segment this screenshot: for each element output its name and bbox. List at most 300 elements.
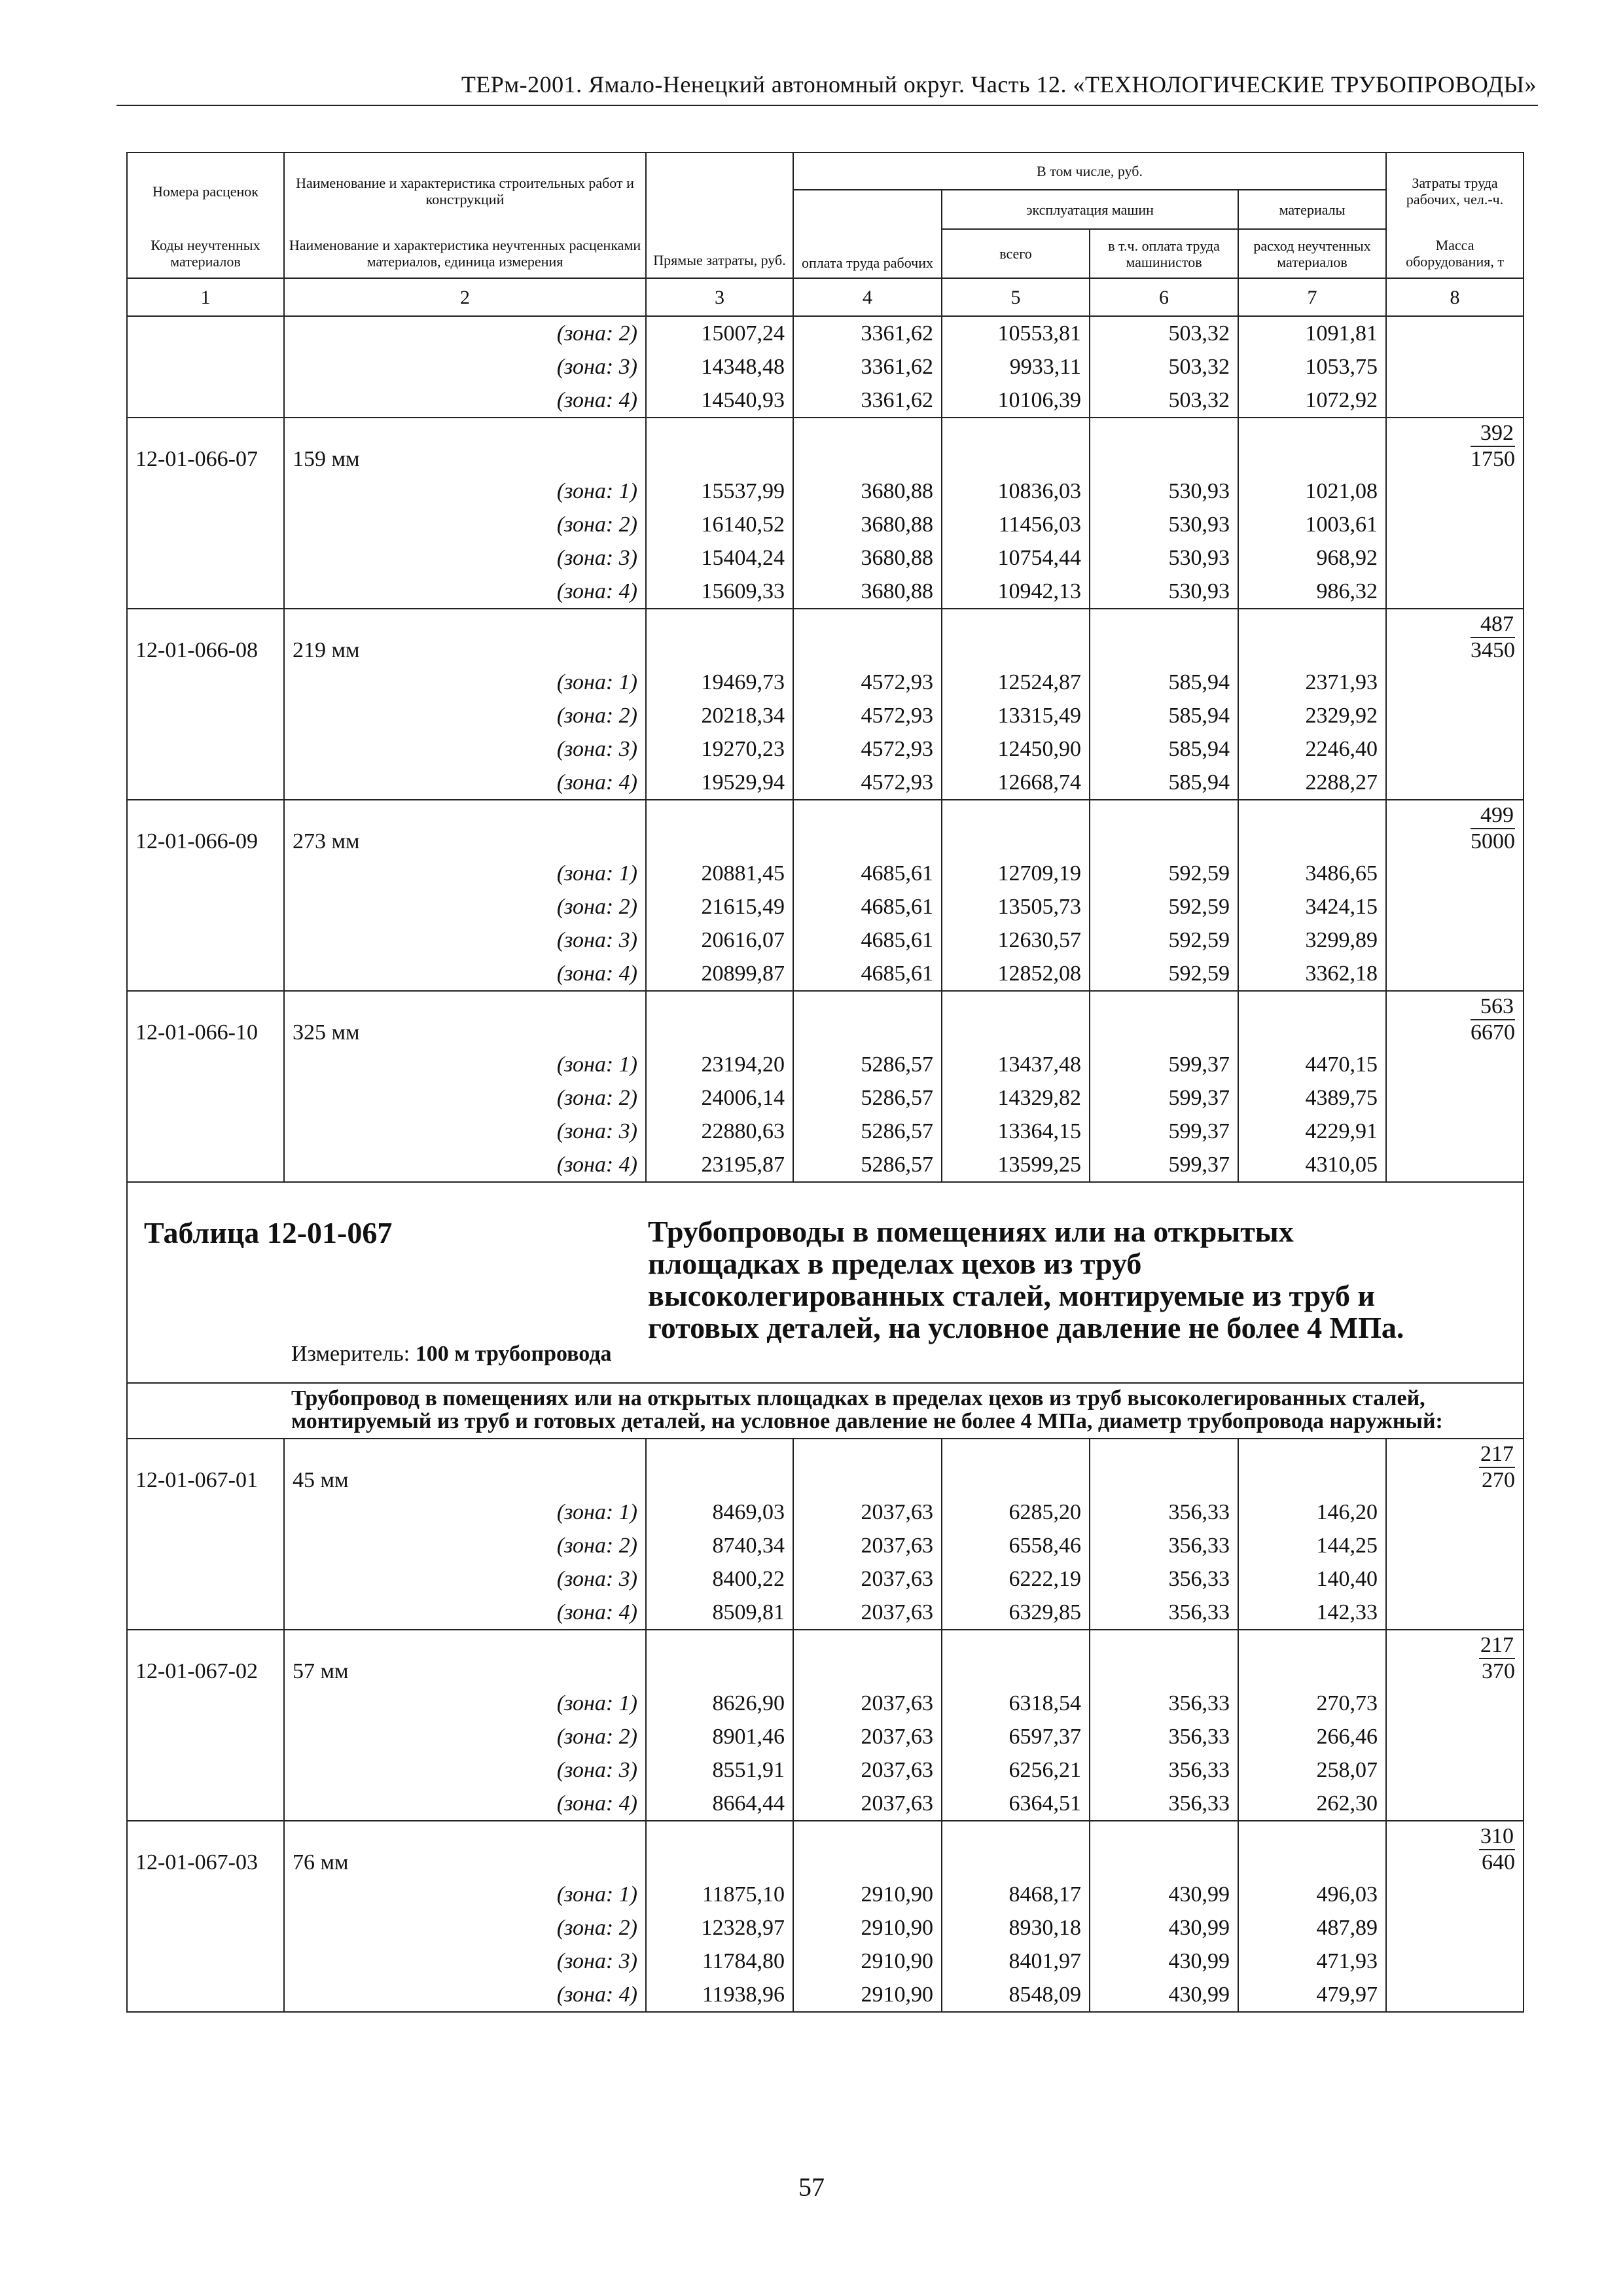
empty-cell — [1386, 1878, 1524, 1911]
empty-cell — [1386, 541, 1524, 575]
operators-pay: 430,99 — [1090, 1878, 1238, 1911]
empty-cell — [1386, 924, 1524, 957]
operators-pay: 592,59 — [1090, 890, 1238, 924]
head-machines-total: всего — [942, 229, 1090, 278]
equipment-mass: 5000 — [1471, 829, 1516, 853]
head-worker-pay: оплата труда рабочих — [793, 190, 942, 278]
materials-cost: 4389,75 — [1238, 1081, 1386, 1115]
direct-costs: 11938,96 — [646, 1978, 793, 2012]
empty-cell — [127, 1529, 284, 1562]
zone-label: (зона: 4) — [284, 575, 646, 609]
labor-hours: 217 — [1479, 1442, 1515, 1468]
zone-label: (зона: 4) — [284, 766, 646, 800]
direct-costs: 15404,24 — [646, 541, 793, 575]
empty-cell — [1090, 609, 1238, 666]
operators-pay: 356,33 — [1090, 1753, 1238, 1787]
empty-cell — [1238, 1821, 1386, 1878]
empty-cell — [646, 418, 793, 475]
zone-row — [127, 699, 1524, 732]
direct-costs: 19469,73 — [646, 666, 793, 699]
empty-cell — [127, 541, 284, 575]
empty-cell — [127, 1753, 284, 1787]
empty-cell — [127, 1081, 284, 1115]
worker-pay: 2037,63 — [793, 1787, 942, 1821]
zone-label: (зона: 4) — [284, 957, 646, 991]
fraction — [1471, 803, 1515, 854]
operators-pay: 599,37 — [1090, 1148, 1238, 1182]
labor-mass-fraction — [1386, 609, 1524, 666]
empty-cell — [1386, 1115, 1524, 1148]
worker-pay: 4572,93 — [793, 699, 942, 732]
head-rate-numbers: Номера расценок — [127, 152, 284, 229]
zone-label: (зона: 4) — [284, 1148, 646, 1182]
empty-cell — [127, 475, 284, 508]
labor-hours: 487 — [1471, 612, 1515, 638]
equipment-mass: 640 — [1482, 1850, 1516, 1874]
worker-pay: 3680,88 — [793, 475, 942, 508]
machines-total: 10553,81 — [942, 316, 1090, 350]
zone-row — [127, 766, 1524, 800]
direct-costs: 8551,91 — [646, 1753, 793, 1787]
worker-pay: 3680,88 — [793, 541, 942, 575]
equipment-mass: 6670 — [1471, 1020, 1516, 1045]
operators-pay: 599,37 — [1090, 1048, 1238, 1081]
empty-cell — [127, 508, 284, 541]
materials-cost: 968,92 — [1238, 541, 1386, 575]
rate-row — [127, 991, 1524, 1048]
empty-cell — [1238, 1439, 1386, 1496]
empty-cell — [127, 766, 284, 800]
empty-cell — [646, 991, 793, 1048]
empty-cell — [646, 1439, 793, 1496]
worker-pay: 2910,90 — [793, 1945, 942, 1978]
machines-total: 13437,48 — [942, 1048, 1090, 1081]
operators-pay: 530,93 — [1090, 508, 1238, 541]
machines-total: 10836,03 — [942, 475, 1090, 508]
machines-total: 6222,19 — [942, 1562, 1090, 1596]
zone-row — [127, 1496, 1524, 1529]
direct-costs: 8509,81 — [646, 1596, 793, 1630]
fraction — [1479, 1442, 1515, 1493]
worker-pay: 5286,57 — [793, 1148, 942, 1182]
zone-label: (зона: 1) — [284, 475, 646, 508]
zone-row — [127, 1878, 1524, 1911]
running-header: ТЕРм-2001. Ямало-Ненецкий автономный округ. Часть 12. «ТЕХНОЛОГИЧЕСКИЕ ТРУБОПРОВОДЫ» — [461, 71, 1537, 98]
direct-costs: 8664,44 — [646, 1787, 793, 1821]
zone-label: (зона: 2) — [284, 1720, 646, 1753]
zone-label: (зона: 2) — [284, 316, 646, 350]
empty-cell — [1386, 475, 1524, 508]
operators-pay: 356,33 — [1090, 1720, 1238, 1753]
machines-total: 12709,19 — [942, 857, 1090, 890]
fraction — [1471, 421, 1515, 472]
group-description: Трубопровод в помещениях или на открытых площадках в пределах цехов из труб высоколегированных сталей, монтируемый из труб и готовых деталей, на условное давление не более 4 МПа, диаметр трубопровода наружный: — [127, 1383, 1524, 1439]
direct-costs: 20899,87 — [646, 957, 793, 991]
materials-cost: 1003,61 — [1238, 508, 1386, 541]
machines-total: 6318,54 — [942, 1687, 1090, 1720]
empty-cell — [1090, 800, 1238, 857]
empty-cell — [942, 1630, 1090, 1687]
empty-cell — [1386, 1496, 1524, 1529]
zone-row — [127, 316, 1524, 350]
empty-cell — [127, 857, 284, 890]
machines-total: 6364,51 — [942, 1787, 1090, 1821]
worker-pay: 5286,57 — [793, 1115, 942, 1148]
operators-pay: 585,94 — [1090, 699, 1238, 732]
materials-cost: 471,93 — [1238, 1945, 1386, 1978]
direct-costs: 11875,10 — [646, 1878, 793, 1911]
empty-cell — [127, 1687, 284, 1720]
machines-total: 8401,97 — [942, 1945, 1090, 1978]
materials-cost: 1072,92 — [1238, 384, 1386, 418]
machines-total: 8548,09 — [942, 1978, 1090, 2012]
operators-pay: 530,93 — [1090, 575, 1238, 609]
empty-cell — [127, 1596, 284, 1630]
machines-total: 8930,18 — [942, 1911, 1090, 1945]
zone-row — [127, 1687, 1524, 1720]
empty-cell — [1238, 800, 1386, 857]
worker-pay: 2037,63 — [793, 1562, 942, 1596]
empty-cell — [1386, 1720, 1524, 1753]
materials-cost: 270,73 — [1238, 1687, 1386, 1720]
pipe-diameter: 159 мм — [284, 418, 646, 475]
materials-cost: 2288,27 — [1238, 766, 1386, 800]
machines-total: 11456,03 — [942, 508, 1090, 541]
empty-cell — [1386, 384, 1524, 418]
zone-row — [127, 384, 1524, 418]
direct-costs: 21615,49 — [646, 890, 793, 924]
zone-label: (зона: 3) — [284, 1945, 646, 1978]
operators-pay: 503,32 — [1090, 316, 1238, 350]
rate-row — [127, 1630, 1524, 1687]
col-number: 1 — [127, 278, 284, 316]
empty-cell — [127, 1945, 284, 1978]
labor-mass-fraction — [1386, 1630, 1524, 1687]
operators-pay: 585,94 — [1090, 766, 1238, 800]
zone-label: (зона: 2) — [284, 508, 646, 541]
table-description: Трубопроводы в помещениях или на открытых площадках в пределах цехов из труб высоколегированных сталей, монтируемые из труб и готовых деталей, на условное давление не более 4 МПа. — [648, 1215, 1404, 1344]
labor-mass-fraction — [1386, 1439, 1524, 1496]
direct-costs: 14540,93 — [646, 384, 793, 418]
materials-cost: 140,40 — [1238, 1562, 1386, 1596]
empty-cell — [1238, 609, 1386, 666]
direct-costs: 23195,87 — [646, 1148, 793, 1182]
rate-code: 12-01-067-01 — [127, 1439, 284, 1496]
zone-row — [127, 957, 1524, 991]
direct-costs: 8740,34 — [646, 1529, 793, 1562]
empty-cell — [1386, 1687, 1524, 1720]
materials-cost: 986,32 — [1238, 575, 1386, 609]
zone-label: (зона: 3) — [284, 1753, 646, 1787]
page-number: 57 — [798, 2172, 825, 2202]
materials-cost: 144,25 — [1238, 1529, 1386, 1562]
measure-value: 100 м трубопровода — [415, 1342, 612, 1366]
materials-cost: 479,97 — [1238, 1978, 1386, 2012]
head-including: В том числе, руб. — [793, 152, 1386, 190]
operators-pay: 356,33 — [1090, 1496, 1238, 1529]
empty-cell — [127, 1148, 284, 1182]
empty-cell — [1386, 732, 1524, 766]
operators-pay: 356,33 — [1090, 1562, 1238, 1596]
zone-row — [127, 732, 1524, 766]
empty-cell — [793, 1630, 942, 1687]
empty-cell — [1386, 699, 1524, 732]
pipe-diameter: 76 мм — [284, 1821, 646, 1878]
equipment-mass: 370 — [1482, 1659, 1516, 1683]
direct-costs: 11784,80 — [646, 1945, 793, 1978]
worker-pay: 5286,57 — [793, 1048, 942, 1081]
direct-costs: 8901,46 — [646, 1720, 793, 1753]
zone-row — [127, 350, 1524, 384]
materials-cost: 1091,81 — [1238, 316, 1386, 350]
empty-cell — [127, 666, 284, 699]
machines-total: 10106,39 — [942, 384, 1090, 418]
machines-total: 10754,44 — [942, 541, 1090, 575]
empty-cell — [1238, 991, 1386, 1048]
worker-pay: 3361,62 — [793, 350, 942, 384]
labor-hours: 563 — [1471, 994, 1515, 1020]
direct-costs: 23194,20 — [646, 1048, 793, 1081]
direct-costs: 15609,33 — [646, 575, 793, 609]
empty-cell — [793, 1821, 942, 1878]
zone-row — [127, 1596, 1524, 1630]
empty-cell — [1386, 1911, 1524, 1945]
rate-code: 12-01-066-10 — [127, 991, 284, 1048]
empty-cell — [942, 800, 1090, 857]
zone-row — [127, 1115, 1524, 1148]
operators-pay: 356,33 — [1090, 1529, 1238, 1562]
materials-cost: 142,33 — [1238, 1596, 1386, 1630]
rate-code: 12-01-067-02 — [127, 1630, 284, 1687]
machines-total: 12852,08 — [942, 957, 1090, 991]
machines-total: 12524,87 — [942, 666, 1090, 699]
operators-pay: 430,99 — [1090, 1945, 1238, 1978]
zone-row — [127, 1720, 1524, 1753]
col-number: 8 — [1386, 278, 1524, 316]
empty-cell — [793, 418, 942, 475]
zone-label: (зона: 2) — [284, 699, 646, 732]
zone-label: (зона: 3) — [284, 350, 646, 384]
zone-label: (зона: 1) — [284, 1687, 646, 1720]
labor-mass-fraction — [1386, 800, 1524, 857]
zone-label: (зона: 2) — [284, 890, 646, 924]
worker-pay: 2037,63 — [793, 1496, 942, 1529]
empty-cell — [942, 1821, 1090, 1878]
fraction — [1479, 1824, 1515, 1875]
head-equipment-mass: Масса оборудования, т — [1386, 229, 1524, 278]
materials-cost: 487,89 — [1238, 1911, 1386, 1945]
materials-cost: 2246,40 — [1238, 732, 1386, 766]
worker-pay: 4572,93 — [793, 766, 942, 800]
empty-cell — [127, 1720, 284, 1753]
machines-total: 9933,11 — [942, 350, 1090, 384]
empty-cell — [942, 991, 1090, 1048]
materials-cost: 2371,93 — [1238, 666, 1386, 699]
empty-cell — [1386, 575, 1524, 609]
zone-label: (зона: 1) — [284, 857, 646, 890]
machines-total: 6329,85 — [942, 1596, 1090, 1630]
zone-label: (зона: 3) — [284, 924, 646, 957]
worker-pay: 4685,61 — [793, 890, 942, 924]
materials-cost: 1053,75 — [1238, 350, 1386, 384]
zone-label: (зона: 4) — [284, 1596, 646, 1630]
empty-cell — [646, 800, 793, 857]
empty-cell — [1090, 1439, 1238, 1496]
zone-label: (зона: 4) — [284, 1787, 646, 1821]
empty-cell — [793, 991, 942, 1048]
operators-pay: 585,94 — [1090, 666, 1238, 699]
materials-cost: 4470,15 — [1238, 1048, 1386, 1081]
zone-label: (зона: 1) — [284, 1878, 646, 1911]
worker-pay: 4685,61 — [793, 957, 942, 991]
zone-row — [127, 541, 1524, 575]
head-unaccounted-materials: расход неучтенных материалов — [1238, 229, 1386, 278]
machines-total: 12450,90 — [942, 732, 1090, 766]
col-number: 5 — [942, 278, 1090, 316]
labor-hours: 499 — [1471, 803, 1515, 829]
worker-pay: 3680,88 — [793, 508, 942, 541]
zone-row — [127, 1753, 1524, 1787]
empty-cell — [1386, 350, 1524, 384]
equipment-mass: 270 — [1482, 1468, 1516, 1492]
fraction — [1479, 1633, 1515, 1684]
head-work-name: Наименование и характеристика строительных работ и конструкций — [284, 152, 646, 229]
direct-costs: 14348,48 — [646, 350, 793, 384]
rate-code: 12-01-066-09 — [127, 800, 284, 857]
head-materials: материалы — [1238, 190, 1386, 229]
zone-label: (зона: 4) — [284, 1978, 646, 2012]
zone-row — [127, 1787, 1524, 1821]
empty-cell — [127, 924, 284, 957]
empty-cell — [1386, 316, 1524, 350]
empty-cell — [942, 1439, 1090, 1496]
operators-pay: 356,33 — [1090, 1687, 1238, 1720]
materials-cost: 2329,92 — [1238, 699, 1386, 732]
empty-cell — [127, 699, 284, 732]
machines-total: 6256,21 — [942, 1753, 1090, 1787]
pipe-diameter: 325 мм — [284, 991, 646, 1048]
machines-total: 13364,15 — [942, 1115, 1090, 1148]
empty-cell — [1386, 1787, 1524, 1821]
materials-cost: 266,46 — [1238, 1720, 1386, 1753]
empty-cell — [646, 1630, 793, 1687]
empty-cell — [1090, 1630, 1238, 1687]
empty-cell — [1386, 890, 1524, 924]
direct-costs: 8469,03 — [646, 1496, 793, 1529]
machines-total: 8468,17 — [942, 1878, 1090, 1911]
empty-cell — [646, 1821, 793, 1878]
head-material-codes: Коды неучтенных материалов — [127, 229, 284, 278]
empty-cell — [1386, 857, 1524, 890]
head-labor-hours: Затраты труда рабочих, чел.-ч. — [1386, 152, 1524, 229]
operators-pay: 592,59 — [1090, 957, 1238, 991]
zone-label: (зона: 3) — [284, 1115, 646, 1148]
direct-costs: 16140,52 — [646, 508, 793, 541]
empty-cell — [1386, 1529, 1524, 1562]
equipment-mass: 3450 — [1471, 638, 1516, 662]
machines-total: 6285,20 — [942, 1496, 1090, 1529]
direct-costs: 8626,90 — [646, 1687, 793, 1720]
worker-pay: 3680,88 — [793, 575, 942, 609]
labor-mass-fraction — [1386, 418, 1524, 475]
materials-cost: 3362,18 — [1238, 957, 1386, 991]
worker-pay: 2910,90 — [793, 1911, 942, 1945]
empty-cell — [1238, 418, 1386, 475]
operators-pay: 530,93 — [1090, 541, 1238, 575]
worker-pay: 2910,90 — [793, 1878, 942, 1911]
empty-cell — [127, 1787, 284, 1821]
operators-pay: 599,37 — [1090, 1081, 1238, 1115]
zone-label: (зона: 2) — [284, 1081, 646, 1115]
operators-pay: 503,32 — [1090, 350, 1238, 384]
zone-row — [127, 508, 1524, 541]
head-machine-operation: эксплуатация машин — [942, 190, 1238, 229]
empty-cell — [1386, 1048, 1524, 1081]
zone-label: (зона: 1) — [284, 1048, 646, 1081]
empty-cell — [942, 609, 1090, 666]
worker-pay: 3361,62 — [793, 384, 942, 418]
direct-costs: 15537,99 — [646, 475, 793, 508]
empty-cell — [127, 1562, 284, 1596]
machines-total: 6558,46 — [942, 1529, 1090, 1562]
empty-cell — [942, 418, 1090, 475]
zone-row — [127, 1048, 1524, 1081]
empty-cell — [1386, 1596, 1524, 1630]
worker-pay: 4572,93 — [793, 666, 942, 699]
rate-code: 12-01-066-07 — [127, 418, 284, 475]
materials-cost: 262,30 — [1238, 1787, 1386, 1821]
head-material-names: Наименование и характеристика неучтенных расценками материалов, единица измерения — [284, 229, 646, 278]
zone-label: (зона: 2) — [284, 1911, 646, 1945]
empty-cell — [127, 1878, 284, 1911]
equipment-mass: 1750 — [1471, 447, 1516, 471]
materials-cost: 3299,89 — [1238, 924, 1386, 957]
zone-label: (зона: 3) — [284, 732, 646, 766]
empty-cell — [127, 384, 284, 418]
col-number: 4 — [793, 278, 942, 316]
worker-pay: 4685,61 — [793, 924, 942, 957]
zone-label: (зона: 3) — [284, 541, 646, 575]
table-number: Таблица 12-01-067 — [144, 1216, 393, 1249]
operators-pay: 599,37 — [1090, 1115, 1238, 1148]
direct-costs: 19529,94 — [646, 766, 793, 800]
direct-costs: 20616,07 — [646, 924, 793, 957]
empty-cell — [127, 1911, 284, 1945]
pipe-diameter: 219 мм — [284, 609, 646, 666]
zone-row — [127, 1562, 1524, 1596]
labor-mass-fraction — [1386, 1821, 1524, 1878]
zone-row — [127, 924, 1524, 957]
empty-cell — [1386, 1148, 1524, 1182]
empty-cell — [127, 890, 284, 924]
empty-cell — [127, 1115, 284, 1148]
materials-cost: 146,20 — [1238, 1496, 1386, 1529]
direct-costs: 24006,14 — [646, 1081, 793, 1115]
worker-pay: 2037,63 — [793, 1687, 942, 1720]
worker-pay: 2037,63 — [793, 1720, 942, 1753]
machines-total: 10942,13 — [942, 575, 1090, 609]
zone-label: (зона: 1) — [284, 666, 646, 699]
zone-row — [127, 1081, 1524, 1115]
materials-cost: 258,07 — [1238, 1753, 1386, 1787]
empty-cell — [127, 957, 284, 991]
empty-cell — [1386, 1945, 1524, 1978]
zone-row — [127, 1148, 1524, 1182]
head-direct-costs: Прямые затраты, руб. — [646, 152, 793, 278]
labor-hours: 310 — [1479, 1824, 1515, 1850]
head-operators-pay: в т.ч. оплата труда машинистов — [1090, 229, 1238, 278]
operators-pay: 430,99 — [1090, 1911, 1238, 1945]
